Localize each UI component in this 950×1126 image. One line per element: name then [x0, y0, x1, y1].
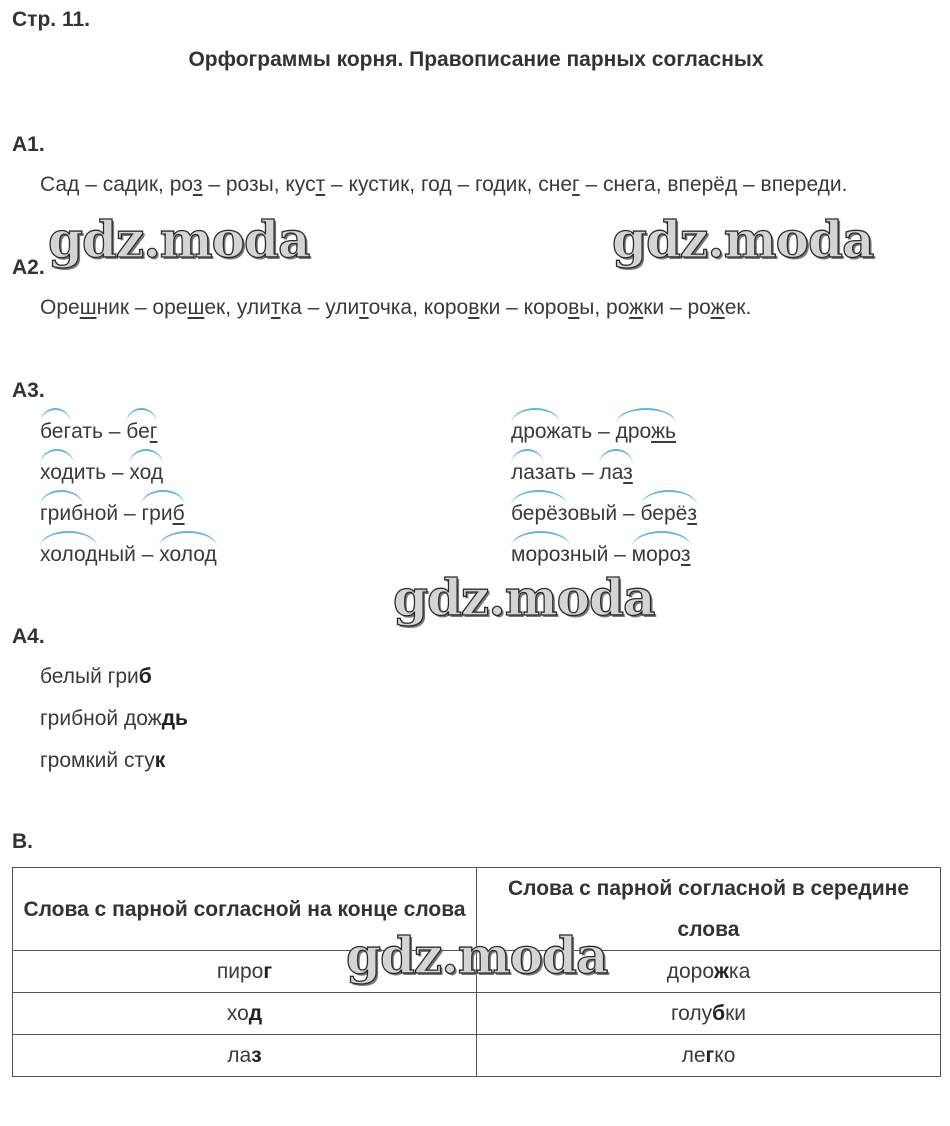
- a1-text-part: кус: [285, 173, 316, 196]
- table-row: [13, 1035, 941, 1077]
- root-arc: [599, 449, 632, 465]
- a2-text-part: очка, коро: [368, 296, 469, 319]
- word-ending: ный: [569, 543, 609, 566]
- a2-underlined-letter: т: [359, 296, 369, 319]
- root-arc: [159, 531, 216, 547]
- a1-underlined-letter: д: [67, 173, 80, 196]
- a3-label: А3.: [12, 379, 45, 402]
- root-arc: [511, 408, 560, 424]
- b-label: В.: [12, 830, 33, 853]
- a1-underlined-letter: д: [439, 173, 452, 196]
- watermark: gdz.moda: [393, 568, 655, 627]
- a1-text-part: сне: [538, 173, 573, 196]
- word-ending: ать: [560, 420, 593, 443]
- word-ending: овый: [567, 502, 618, 525]
- table-cell: [13, 1035, 477, 1077]
- a4-item-text: белый гри: [40, 665, 139, 688]
- root-arc: [141, 490, 184, 506]
- cell-bold-letter: г: [705, 1043, 715, 1067]
- root-arc: [616, 408, 676, 424]
- cell-bold-letter: ж: [714, 959, 729, 983]
- a4-label: А4.: [12, 625, 45, 648]
- a1-label: А1.: [12, 133, 45, 156]
- a2-text-part: ки – коро: [479, 296, 569, 319]
- a3-pair: [40, 543, 217, 567]
- page-number: Стр. 11.: [12, 8, 90, 31]
- watermark: gdz.moda: [346, 926, 608, 985]
- a4-bold-letter: дь: [161, 707, 188, 730]
- table-cell: [477, 951, 941, 993]
- a1-underlined-letter: т: [315, 173, 326, 196]
- a1-text-part: – садик,: [79, 173, 170, 196]
- root: дрож: [511, 420, 560, 444]
- cell-text: доро: [666, 959, 715, 983]
- root-arc: [632, 531, 691, 547]
- root-arc: [40, 490, 83, 506]
- root: мороз: [511, 543, 570, 567]
- word-ending: ать: [71, 420, 103, 443]
- dash: –: [135, 543, 160, 566]
- a4-item: [40, 707, 188, 731]
- root: гриб: [40, 502, 83, 526]
- dash: –: [608, 543, 632, 566]
- a2-text-part: ки – ро: [643, 296, 711, 319]
- a1-text-part: Са: [40, 173, 68, 196]
- a2-underlined-letter: в: [468, 296, 480, 319]
- a3-pair: [40, 461, 163, 485]
- root: ход: [129, 461, 163, 485]
- table-cell: [13, 993, 477, 1035]
- a4-item: [40, 665, 152, 689]
- a1-text-part: го: [420, 173, 440, 196]
- cell-text: ки: [725, 1001, 747, 1025]
- underlined-letter: з: [623, 461, 633, 484]
- a1-text-part: ро: [169, 173, 193, 196]
- underlined-letter: д: [204, 543, 217, 566]
- root-arc: [511, 531, 570, 547]
- cell-text: ла: [227, 1043, 252, 1067]
- root: бег: [40, 420, 71, 444]
- root-arc: [511, 449, 544, 465]
- root: лаз: [511, 461, 544, 485]
- a1-underlined-letter: з: [192, 173, 203, 196]
- a2-underlined-letter: в: [568, 296, 580, 319]
- cell-bold-letter: г: [263, 959, 273, 983]
- a2-text-part: ка – ули: [280, 296, 360, 319]
- root-arc: [511, 490, 567, 506]
- a3-pair: [511, 461, 633, 485]
- root-arc: [40, 408, 71, 424]
- cell-text: голу: [670, 1001, 713, 1025]
- root: холод: [159, 543, 216, 567]
- a1-text-part: – годик,: [451, 173, 539, 196]
- watermark: gdz.moda: [48, 210, 310, 269]
- a2-underlined-letter: ж: [629, 296, 644, 319]
- underlined-letter: з: [680, 543, 691, 566]
- a4-item-text: громкий сту: [40, 749, 155, 772]
- root-arc: [641, 490, 697, 506]
- root-arc: [129, 449, 163, 465]
- cell-bold-letter: з: [251, 1043, 262, 1067]
- table-cell: [13, 951, 477, 993]
- root: мороз: [632, 543, 691, 567]
- a2-label: А2.: [12, 256, 45, 279]
- root: дрожь: [616, 420, 676, 444]
- root: берёз: [511, 502, 567, 526]
- a4-item: [40, 749, 165, 773]
- a2-text-part: Оре: [40, 296, 80, 319]
- cell-text: ко: [714, 1043, 736, 1067]
- dash: –: [102, 420, 127, 443]
- a2-text-part: ник – оре: [96, 296, 188, 319]
- a1-text-part: – снега,: [579, 173, 668, 196]
- watermark: gdz.moda: [612, 210, 874, 269]
- a4-bold-letter: к: [154, 749, 166, 772]
- a2-underlined-letter: ш: [79, 296, 97, 319]
- consonant-table: [12, 867, 941, 1077]
- dash: –: [106, 461, 130, 484]
- a3-pair: [511, 502, 697, 526]
- dash: –: [617, 502, 641, 525]
- underlined-letter: д: [150, 461, 164, 484]
- table-header-middle: Слова с парной согласной в середине слова: [477, 868, 941, 951]
- table-cell: [477, 993, 941, 1035]
- cell-text: ле: [681, 1043, 706, 1067]
- cell-text: хо: [226, 1001, 249, 1025]
- underlined-letter: г: [149, 420, 158, 443]
- root-arc: [126, 408, 157, 424]
- word-ending: ать: [544, 461, 577, 484]
- a1-text-part: вперё: [667, 173, 725, 196]
- root: гриб: [141, 502, 184, 526]
- cell-bold-letter: д: [248, 1001, 263, 1025]
- a1-text-part: – впереди.: [737, 173, 848, 196]
- underlined-letter: з: [687, 502, 697, 525]
- a2-underlined-letter: т: [270, 296, 281, 319]
- a3-pair: [40, 502, 185, 526]
- cell-text: ка: [728, 959, 751, 983]
- a3-pair: [511, 420, 676, 444]
- a2-text-part: ы, ро: [579, 296, 630, 319]
- a1-underlined-letter: г: [572, 173, 580, 196]
- table-row: [13, 993, 941, 1035]
- table-header-end: Слова с парной согласной на конце слова: [13, 868, 477, 951]
- cell-text: пиро: [216, 959, 264, 983]
- a2-text-part: ек, ули: [204, 296, 271, 319]
- root: холод: [40, 543, 97, 567]
- root: лаз: [599, 461, 632, 485]
- word-ending: ной: [83, 502, 119, 525]
- a4-item-text: грибной дож: [40, 707, 162, 730]
- cell-bold-letter: б: [712, 1001, 726, 1025]
- word-ending: ный: [97, 543, 136, 566]
- a1-text-part: – розы,: [202, 173, 286, 196]
- a2-underlined-letter: ш: [187, 296, 205, 319]
- root: ход: [40, 461, 74, 485]
- a3-pair: [40, 420, 157, 444]
- underlined-letter: б: [172, 502, 185, 525]
- a2-text: [40, 296, 751, 320]
- root: берёз: [641, 502, 697, 526]
- a2-underlined-letter: ж: [710, 296, 725, 319]
- a1-text-part: – кустик,: [325, 173, 421, 196]
- a4-bold-letter: б: [138, 665, 152, 688]
- a1-text: [40, 173, 847, 197]
- underlined-letter: жь: [650, 420, 676, 443]
- dash: –: [118, 502, 142, 525]
- a1-underlined-letter: д: [724, 173, 738, 196]
- root-arc: [40, 449, 74, 465]
- word-ending: ить: [73, 461, 107, 484]
- root: бег: [126, 420, 157, 444]
- dash: –: [592, 420, 616, 443]
- page-title: Орфограммы корня. Правописание парных согласных: [188, 48, 764, 71]
- dash: –: [576, 461, 600, 484]
- a3-pair: [511, 543, 691, 567]
- root-arc: [40, 531, 97, 547]
- a2-text-part: ек.: [724, 296, 752, 319]
- table-cell: [477, 1035, 941, 1077]
- table-row: [13, 951, 941, 993]
